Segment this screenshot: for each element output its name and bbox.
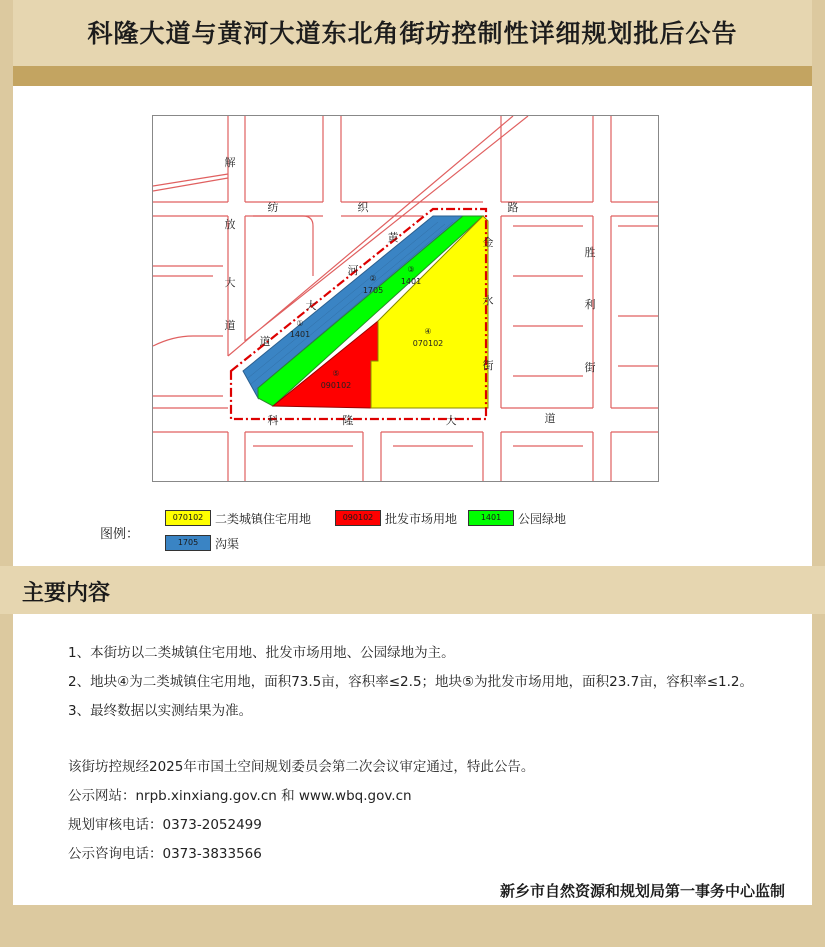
legend-text-park: 公园绿地 <box>518 512 567 526</box>
road-label: 隆 <box>342 414 354 427</box>
road-label: 大 <box>305 299 317 312</box>
consult-phone: 公示咨询电话：0373-3833566 <box>68 846 262 862</box>
parcel-label-code: 1401 <box>400 277 422 286</box>
legend-swatch-park: 1401 <box>468 510 514 526</box>
road-label: 科 <box>267 414 279 427</box>
legend-text-channel: 沟渠 <box>215 537 240 551</box>
road-label: 街 <box>584 361 596 374</box>
planning-map <box>152 115 659 482</box>
parcel-label-code: 1401 <box>289 330 311 339</box>
legend-swatch-channel: 1705 <box>165 535 211 551</box>
road-label: 纺 <box>267 201 279 214</box>
road-label: 河 <box>347 264 359 277</box>
section-title: 主要内容 <box>22 581 111 606</box>
road-label: 黄 <box>387 231 399 244</box>
content-line-1: 1、本街坊以二类城镇住宅用地、批发市场用地、公园绿地为主。 <box>68 645 455 661</box>
website-line: 公示网站：nrpb.xinxiang.gov.cn 和 www.wbq.gov.cn <box>68 788 412 804</box>
road-label: 利 <box>584 298 596 311</box>
header-bar <box>0 66 825 86</box>
road-label: 道 <box>259 335 271 348</box>
road-label: 大 <box>224 276 236 289</box>
road-label: 胜 <box>584 246 596 259</box>
page-title: 科隆大道与黄河大道东北角街坊控制性详细规划批后公告 <box>87 19 738 48</box>
section-bar <box>0 566 825 614</box>
footer-bar <box>0 905 825 947</box>
content-line-3: 3、最终数据以实测结果为准。 <box>68 703 253 719</box>
road-label: 解 <box>224 156 236 169</box>
parcel-label-code: 090102 <box>320 381 352 390</box>
content-line-2: 2、地块④为二类城镇住宅用地，面积73.5亩，容积率≤2.5；地块⑤为批发市场用地，面积23.7亩，容积率≤1.2。 <box>68 674 753 690</box>
parcel-label-num: ④ <box>424 327 432 336</box>
footer-signature: 新乡市自然资源和规划局第一事务中心监制 <box>499 882 785 900</box>
parcel-label-code: 070102 <box>412 339 444 348</box>
legend-title: 图例： <box>100 527 140 542</box>
road-label: 水 <box>482 294 494 307</box>
legend-swatch-residential: 070102 <box>165 510 211 526</box>
road-label: 道 <box>224 319 236 332</box>
frame-left <box>0 0 13 947</box>
road-label: 道 <box>544 412 556 425</box>
parcel-label-num: ⑤ <box>332 369 340 378</box>
frame-right <box>812 0 825 947</box>
parcel-label-code: 1705 <box>362 286 384 295</box>
road-label: 织 <box>357 201 369 214</box>
review-phone: 规划审核电话：0373-2052499 <box>68 817 262 833</box>
road-label: 街 <box>482 359 494 372</box>
parcel-label-num: ③ <box>407 265 415 274</box>
road-label: 放 <box>224 218 236 231</box>
road-label: 路 <box>507 201 519 214</box>
approval-notice: 该街坊控规经2025年市国土空间规划委员会第二次会议审定通过，特此公告。 <box>68 759 535 775</box>
parcel-label-num: ① <box>296 319 304 328</box>
road-label: 大 <box>445 414 457 427</box>
legend-text-market: 批发市场用地 <box>385 512 458 526</box>
legend-text-residential: 二类城镇住宅用地 <box>215 512 312 526</box>
parcel-label-num: ② <box>369 274 377 283</box>
road-label: 金 <box>482 236 494 249</box>
legend-swatch-market: 090102 <box>335 510 381 526</box>
